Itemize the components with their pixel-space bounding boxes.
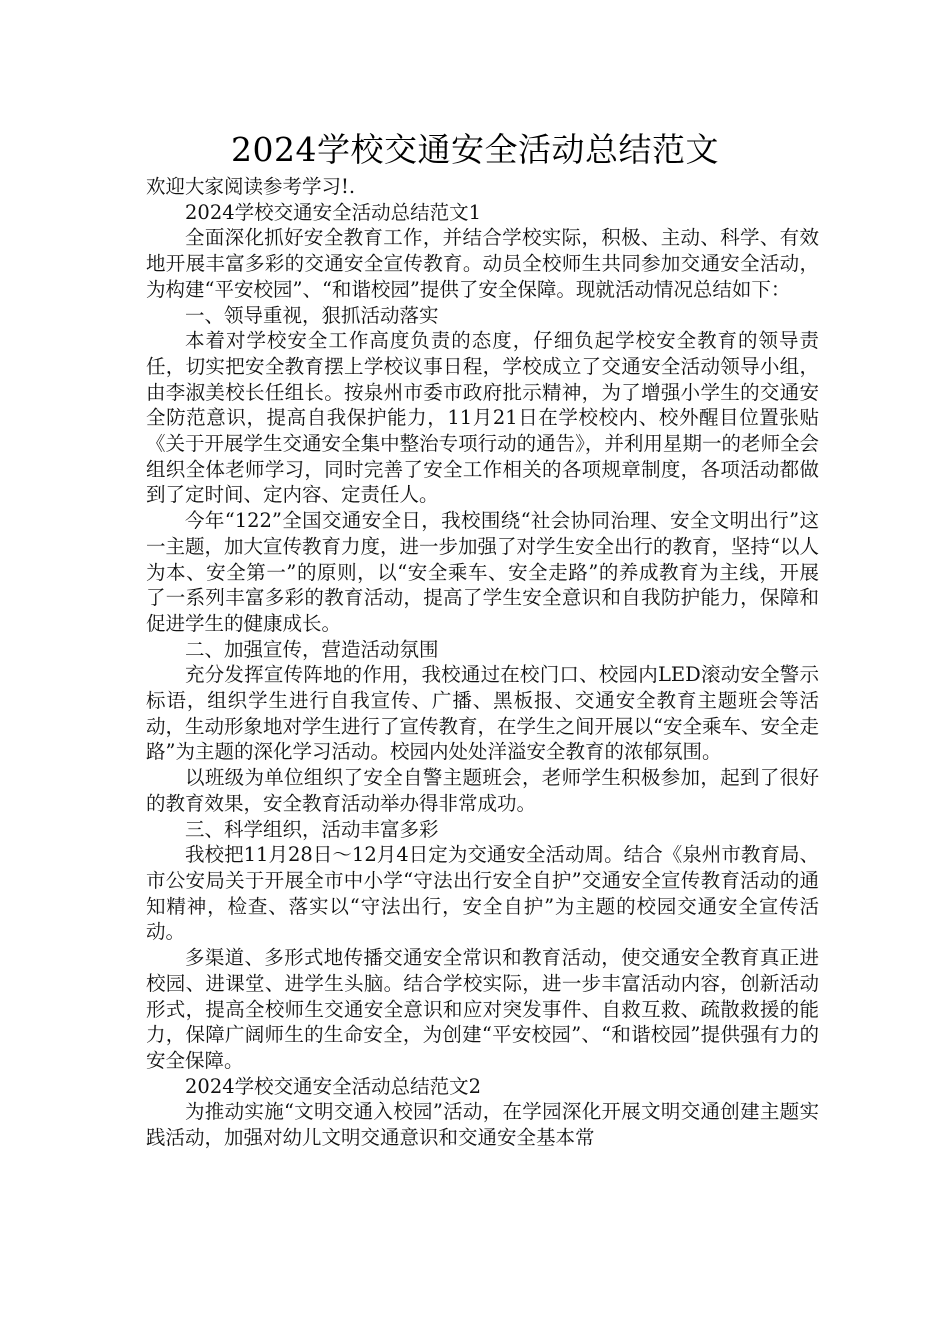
paragraph: 本着对学校安全工作高度负责的态度，仔细负起学校安全教育的领导责任，切实把安全教育摆上学校议事日程，学校成立了交通安全活动领导小组，由李淑美校长任组长。按泉州市委市政府批示精神，为了增强小学生的交通安全防范意识，提高自我保护能力，11月21日在学校校内、校外醒目位置张贴《关于开展学生交通安全集中整治专项行动的通告》，并利用星期一的老师全会组织全体老师学习，同时完善了安全工作相关的各项规章制度，各项活动都做到了定时间、定内容、定责任人。: [146, 329, 819, 507]
paragraph: 全面深化抓好安全教育工作，并结合学校实际，积极、主动、科学、有效地开展丰富多彩的交通安全宣传教育。动员全校师生共同参加交通安全活动，为构建“平安校园”、“和谐校园”提供了安全保障。现就活动情况总结如下：: [146, 226, 819, 301]
section-heading: 三、科学组织，活动丰富多彩: [185, 817, 439, 841]
section-heading: 2024学校交通安全活动总结范文2: [185, 1074, 482, 1098]
section-heading: 2024学校交通安全活动总结范文1: [185, 200, 482, 224]
paragraph: 充分发挥宣传阵地的作用，我校通过在校门口、校园内LED滚动安全警示标语，组织学生进行自我宣传、广播、黑板报、交通安全教育主题班会等活动，生动形象地对学生进行了宣传教育，在学生之间开展以“安全乘车、安全走路”为主题的深化学习活动。校园内处处洋溢安全教育的浓郁氛围。: [146, 663, 819, 764]
document-title: 2024学校交通安全活动总结范文: [231, 130, 719, 169]
paragraph: 我校把11月28日～12月4日定为交通安全活动周。结合《泉州市教育局、市公安局关于开展全市中小学“守法出行安全自护”交通安全宣传教育活动的通知精神，检查、落实以“守法出行，安全自护”为主题的校园交通安全宣传活动。: [146, 843, 819, 944]
section-heading: 一、领导重视，狠抓活动落实: [185, 303, 439, 327]
paragraph: 多渠道、多形式地传播交通安全常识和教育活动，使交通安全教育真正进校园、进课堂、进学生头脑。结合学校实际，进一步丰富活动内容，创新活动形式，提高全校师生交通安全意识和应对突发事件、自救互救、疏散救援的能力，保障广阔师生的生命安全，为创建“平安校园”、“和谐校园”提供强有力的安全保障。: [146, 946, 819, 1072]
paragraph: 欢迎大家阅读参考学习!.: [146, 175, 356, 198]
paragraph: 以班级为单位组织了安全自警主题班会，老师学生积极参加，起到了很好的教育效果，安全教育活动举办得非常成功。: [146, 766, 819, 815]
document-body: [146, 174, 819, 1151]
paragraph: 今年“122”全国交通安全日，我校围绕“社会协同治理、安全文明出行”这一主题，加大宣传教育力度，进一步加强了对学生安全出行的教育，坚持“以人为本、安全第一”的原则，以“安全乘车、安全走路”的养成教育为主线，开展了一系列丰富多彩的教育活动，提高了学生安全意识和自我防护能力，保障和促进学生的健康成长。: [146, 509, 819, 635]
section-heading: 二、加强宣传，营造活动氛围: [185, 637, 439, 661]
paragraph: 为推动实施“文明交通入校园”活动，在学园深化开展文明交通创建主题实践活动，加强对幼儿文明交通意识和交通安全基本常: [146, 1100, 819, 1150]
